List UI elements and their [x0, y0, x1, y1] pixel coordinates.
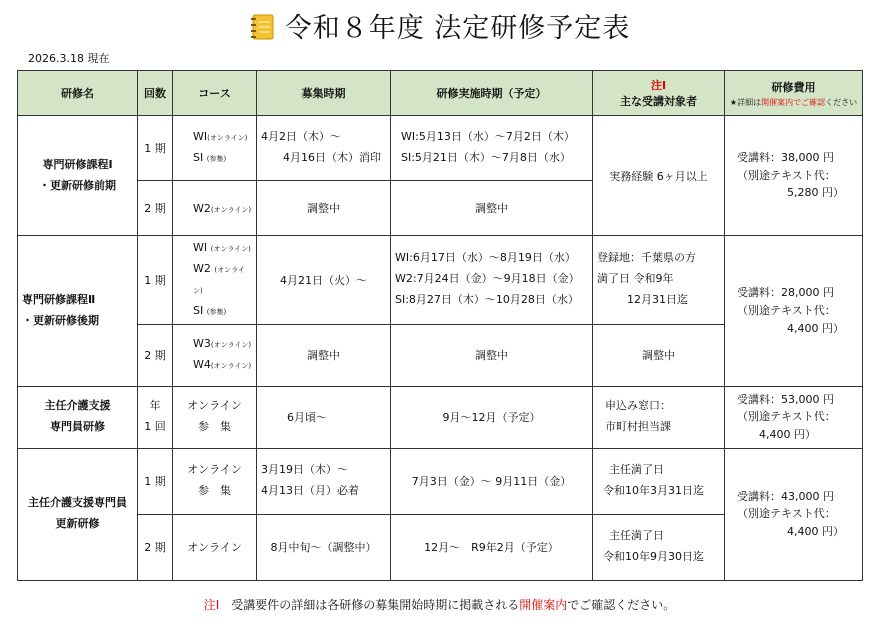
training-period: 7月3日（金）～ 9月11日（金） [391, 448, 593, 514]
recruit-period: 調整中 [257, 181, 391, 236]
col-course: コース [173, 71, 257, 116]
target: 申込み窓口： 市町村担当課 [593, 386, 725, 448]
training-period: WⅠ:6月17日（水）～8月19日（水） W2:7月24日（金）～9月18日（金） SⅠ:8月27日（木）～10月28日（水） [391, 236, 593, 325]
table-row [18, 386, 863, 448]
table-row [18, 236, 863, 325]
recruit-period: 8月中旬～（調整中） [257, 514, 391, 580]
col-times: 回数 [138, 71, 173, 116]
fee-label: 研修費用 [771, 80, 816, 94]
recruit-period: 調整中 [257, 324, 391, 386]
course-name-1: 専門研修課程Ⅰ ・更新研修前期 [18, 116, 138, 236]
course-type: WⅠ(オンライン) SⅠ (参集) [173, 116, 257, 181]
course-type: W3(オンライン) W4(オンライン) [173, 324, 257, 386]
col-target [593, 71, 725, 116]
footnote-mark: 注Ⅰ [203, 598, 220, 612]
notebook-icon [249, 13, 275, 41]
term: 1 期 [138, 116, 173, 181]
training-period: 9月～12月（予定） [391, 386, 593, 448]
fee: 受講料：28,000 円 （別途テキスト代： 4,400 円） [725, 236, 863, 387]
page-title [0, 6, 879, 45]
target-label: 主な受講対象者 [620, 95, 697, 108]
term: 1 期 [138, 448, 173, 514]
course-name-3: 主任介護支援 専門員研修 [18, 386, 138, 448]
fee: 受講料：38,000 円 （別途テキスト代： 5,280 円） [725, 116, 863, 236]
term: 2 期 [138, 181, 173, 236]
target: 実務経験 6ヶ月以上 [593, 116, 725, 236]
term: 年 1 回 [138, 386, 173, 448]
recruit-period: 4月2日（木）～ 4月16日（木）消印 [257, 116, 391, 181]
course-name-4: 主任介護支援専門員 更新研修 [18, 448, 138, 580]
target: 主任満了日 令和10年9月30日迄 [593, 514, 725, 580]
note-mark: 注Ⅰ [650, 79, 667, 92]
recruit-period: 3月19日（木）～ 4月13日（月）必着 [257, 448, 391, 514]
course-type: オンライン 参 集 [173, 448, 257, 514]
fee: 受講料：53,000 円 （別途テキスト代： 4,400 円） [725, 386, 863, 448]
training-period: WⅠ:5月13日（水）～7月2日（木） SⅠ:5月21日（木）～7月8日（水） [391, 116, 593, 181]
term: 2 期 [138, 514, 173, 580]
fee-note: ★詳細は開催案内でご確認ください [729, 97, 858, 107]
footnote [0, 596, 879, 613]
col-fee [725, 71, 863, 116]
fee: 受講料：43,000 円 （別途テキスト代： 4,400 円） [725, 448, 863, 580]
header-row [18, 71, 863, 116]
footnote-text-end: でご確認ください。 [567, 598, 676, 612]
course-type: W2(オンライン) [173, 181, 257, 236]
course-name-2: 専門研修課程Ⅱ ・更新研修後期 [18, 236, 138, 387]
target: 登録地：千葉県の方 満了日 令和9年 12月31日迄 [593, 236, 725, 325]
course-type: オンライン [173, 514, 257, 580]
col-recruit: 募集時期 [257, 71, 391, 116]
training-period: 調整中 [391, 324, 593, 386]
course-type: オンライン 参 集 [173, 386, 257, 448]
target: 主任満了日 令和10年3月31日迄 [593, 448, 725, 514]
col-name: 研修名 [18, 71, 138, 116]
course-type: WⅠ (オンライン) W2 (オンライン) SⅠ (参集) [173, 236, 257, 325]
term: 2 期 [138, 324, 173, 386]
recruit-period: 6月頃～ [257, 386, 391, 448]
footnote-link[interactable]: 開催案内 [519, 598, 568, 612]
footnote-text: 受講要件の詳細は各研修の募集開始時期に掲載される [219, 598, 520, 612]
table-row [18, 116, 863, 181]
training-period: 調整中 [391, 181, 593, 236]
schedule-table [17, 70, 863, 581]
as-of-date: 2026.3.18 現在 [28, 52, 110, 65]
term: 1 期 [138, 236, 173, 325]
training-period: 12月～ R9年2月（予定） [391, 514, 593, 580]
title-text: 令和８年度 法定研修予定表 [284, 13, 631, 44]
target: 調整中 [593, 324, 725, 386]
table-row [18, 448, 863, 514]
col-period: 研修実施時期（予定） [391, 71, 593, 116]
recruit-period: 4月21日（火）～ [257, 236, 391, 325]
